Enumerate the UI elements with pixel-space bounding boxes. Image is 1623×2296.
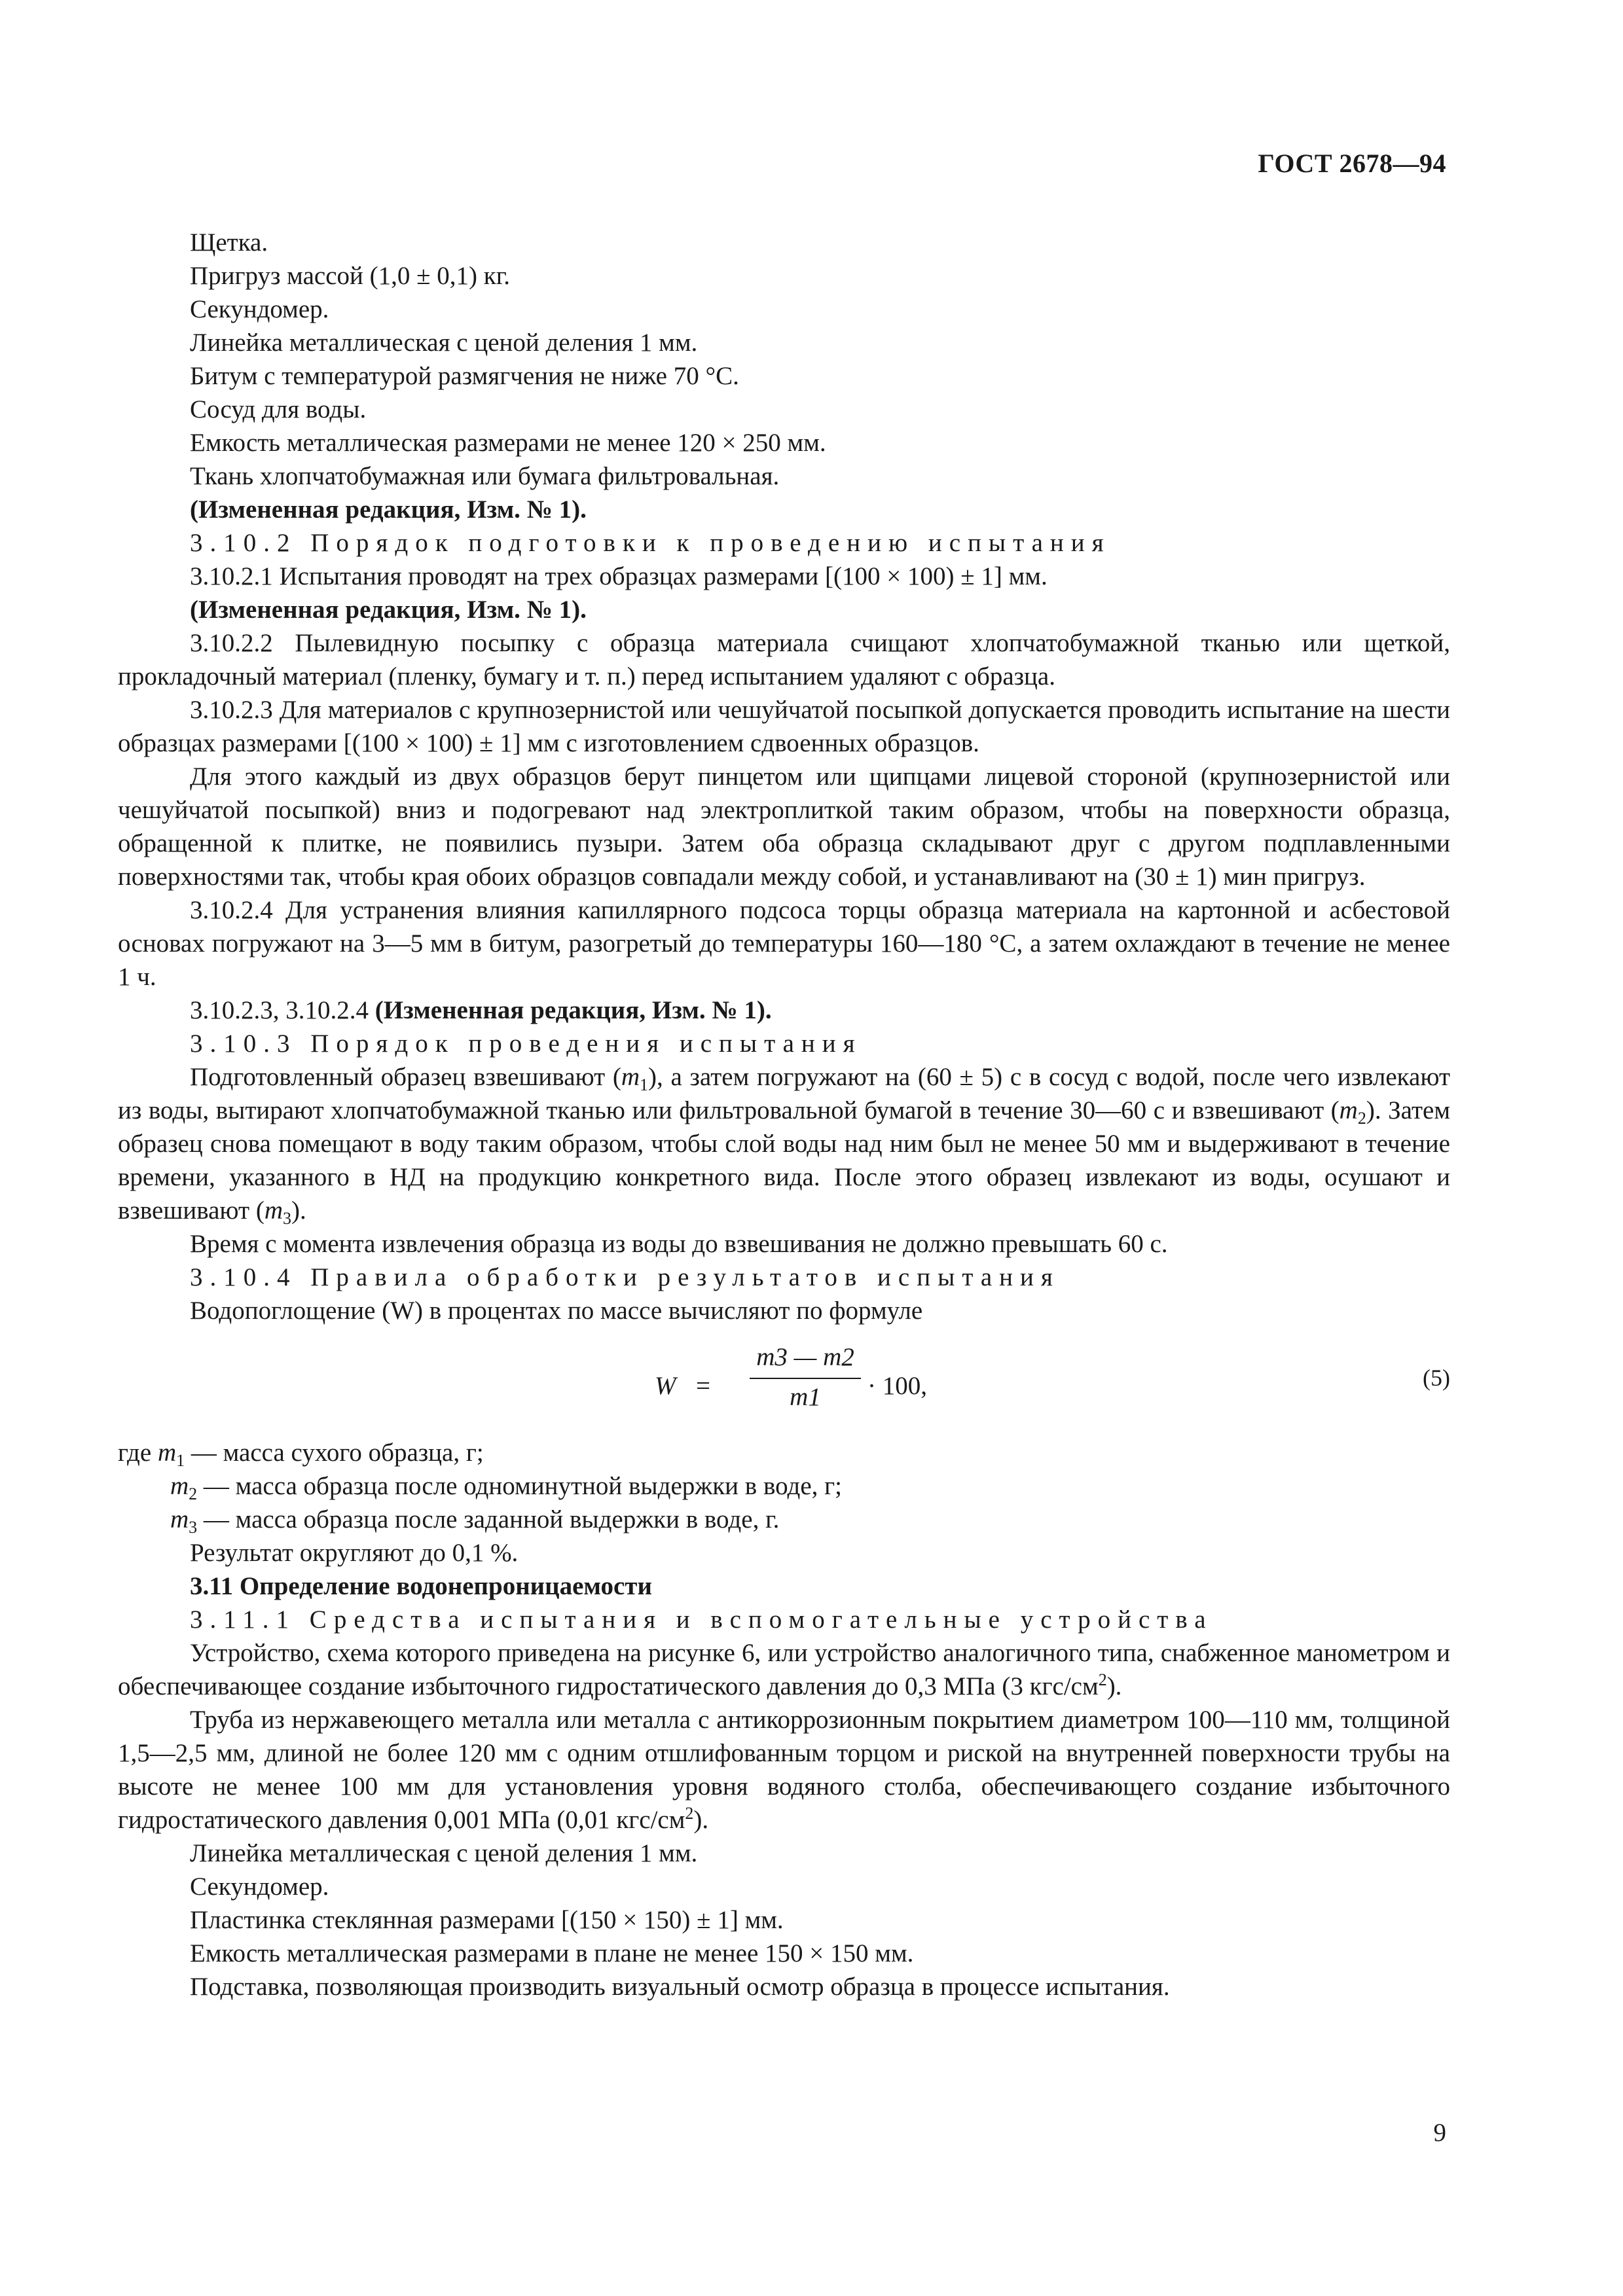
formula-denominator: m1 <box>790 1383 821 1411</box>
text-line: Линейка металлическая с ценой деления 1 мм. <box>190 329 698 357</box>
where-line-m3: $m_3$ — масса образца после заданной выдержки в воде, г. <box>170 1505 780 1537</box>
formula-number: (5) <box>1423 1365 1450 1391</box>
page-content <box>118 226 1450 2003</box>
amendment-note: (Измененная редакция, Изм. № 1). <box>190 495 587 524</box>
paragraph-3-10-2-2: 3.10.2.2 Пылевидную посыпку с образца материала счищают хлопчатобумажной тканью или щеткой, прокладочный материал (пленку, бумагу и т. п.) перед испытанием удаляют с образца. <box>118 629 1450 691</box>
text-line: Емкость металлическая размерами в плане не менее 150 × 150 мм. <box>190 1939 914 1967</box>
paragraph-3-10-2-3-cont: Для этого каждый из двух образцов берут пинцетом или щипцами лицевой стороной (крупнозернистой или чешуйчатой посыпкой) вниз и подогревают над электроплиткой таким образом, чтобы на поверхности образца, обращенной к плитке, не появились пузыри. Затем оба образца складывают друг с другом подплавленными поверхностями так, чтобы края обоих образцов совпадали между собой, и устанавливают на (30 ± 1) мин пригруз. <box>118 762 1450 891</box>
page-header: ГОСТ 2678—94 <box>1258 149 1446 178</box>
paragraph-3-11-1-2: Труба из нержавеющего металла или металла с антикоррозионным покрытием диаметром 100—110 мм, толщиной 1,5—2,5 мм, длиной не более 120 мм с одним отшлифованным торцом и риской на внутренней поверхности трубы на высоте не менее 100 мм для установления уровня водяного столба, обеспечивающего создание избыточного гидростатического давления 0,001 МПа (0,01 кгс/$см^2$). <box>118 1706 1450 1834</box>
paragraph-3-10-2-1: 3.10.2.1 Испытания проводят на трех образцах размерами [(100 × 100) ± 1] мм. <box>190 562 1048 590</box>
formula-5 <box>118 1338 1450 1429</box>
text-line: Ткань хлопчатобумажная или бумага фильтровальная. <box>190 462 780 490</box>
text-line: Сосуд для воды. <box>190 395 367 423</box>
where-line-m2: $m_2$ — масса образца после одноминутной выдержки в воде, г; <box>170 1472 842 1503</box>
paragraph-3-10-2-3: 3.10.2.3 Для материалов с крупнозернистой или чешуйчатой посыпкой допускается проводить испытание на шести образцах размерами [(100 × 100) ± 1] мм с изготовлением сдвоенных образцов. <box>118 696 1450 757</box>
text-line: Секундомер. <box>190 295 329 323</box>
text-line: Пластинка стеклянная размерами [(150 × 150) ± 1] мм. <box>190 1906 784 1934</box>
section-title-3-11-1: 3.11.1 Средства испытания и вспомогательные устройства <box>190 1605 1213 1634</box>
page-number: 9 <box>1433 2119 1446 2147</box>
paragraph-3-11-1-1: Устройство, схема которого приведена на рисунке 6, или устройство аналогичного типа, снабженное манометром и обеспечивающее создание избыточного гидростатического давления до 0,3 МПа (3 кгс/$см^2$). <box>118 1639 1450 1700</box>
text-line: Емкость металлическая размерами не менее 120 × 250 мм. <box>190 429 826 457</box>
amendment-ref-line <box>118 994 1450 1027</box>
amendment-note: (Измененная редакция, Изм. № 1). <box>374 996 772 1024</box>
text-line: Битум с температурой размягчения не ниже 70 °С. <box>190 362 739 390</box>
where-line-m1: где $m_1$ — масса сухого образца, г; <box>118 1439 484 1470</box>
paragraph-3-10-3-1: Подготовленный образец взвешивают $(m_1)$, а затем погружают на (60 ± 5) с в сосуд с водой, после чего извлекают из воды, вытирают хлопчатобумажной тканью или фильтровальной бумагой в течение 30—60 с и взвешивают $(m_2)$. Затем образец снова помещают в воду таким образом, чтобы слой воды над ним был не менее 50 мм и выдерживают в течение времени, указанного в НД на продукцию конкретного вида. После этого образец извлекают из воды, осушают и взвешивают $(m_3)$. <box>118 1063 1450 1228</box>
amendment-note: (Измененная редакция, Изм. № 1). <box>190 596 587 624</box>
text-line: Щетка. <box>190 228 268 257</box>
formula-tail: · 100, <box>867 1372 927 1400</box>
section-title-3-10-2: 3.10.2 Порядок подготовки к проведению испытания <box>190 529 1111 557</box>
text-line: Пригруз массой (1,0 ± 0,1) кг. <box>190 262 511 290</box>
rounding-note: Результат округляют до 0,1 %. <box>190 1539 519 1567</box>
text-line: Линейка металлическая с ценой деления 1 мм. <box>190 1839 698 1867</box>
formula-equals: = <box>696 1372 710 1400</box>
section-title-3-11: 3.11 Определение водонепроницаемости <box>190 1572 652 1600</box>
formula-fraction <box>750 1340 861 1414</box>
text-line: Подставка, позволяющая производить визуальный осмотр образца в процессе испытания. <box>190 1973 1170 2001</box>
formula-numerator: m3 — m2 <box>750 1340 861 1379</box>
section-title-3-10-4: 3.10.4 Правила обработки результатов испытания <box>190 1263 1060 1291</box>
section-title-3-10-3: 3.10.3 Порядок проведения испытания <box>190 1030 862 1058</box>
paragraph-3-10-4-1: Водопоглощение (W) в процентах по массе вычисляют по формуле <box>190 1297 923 1325</box>
text-line: Секундомер. <box>190 1873 329 1901</box>
paragraph-3-10-2-4: 3.10.2.4 Для устранения влияния капиллярного подсоса торцы образца материала на картонной и асбестовой основах погружают на 3—5 мм в битум, разогретый до температуры 160—180 °С, а затем охлаждают в течение не менее 1 ч. <box>118 896 1450 991</box>
amendment-ref: 3.10.2.3, 3.10.2.4 <box>190 996 369 1024</box>
formula-lhs: W <box>655 1372 676 1400</box>
paragraph-3-10-3-2: Время с момента извлечения образца из воды до взвешивания не должно превышать 60 с. <box>190 1230 1168 1258</box>
